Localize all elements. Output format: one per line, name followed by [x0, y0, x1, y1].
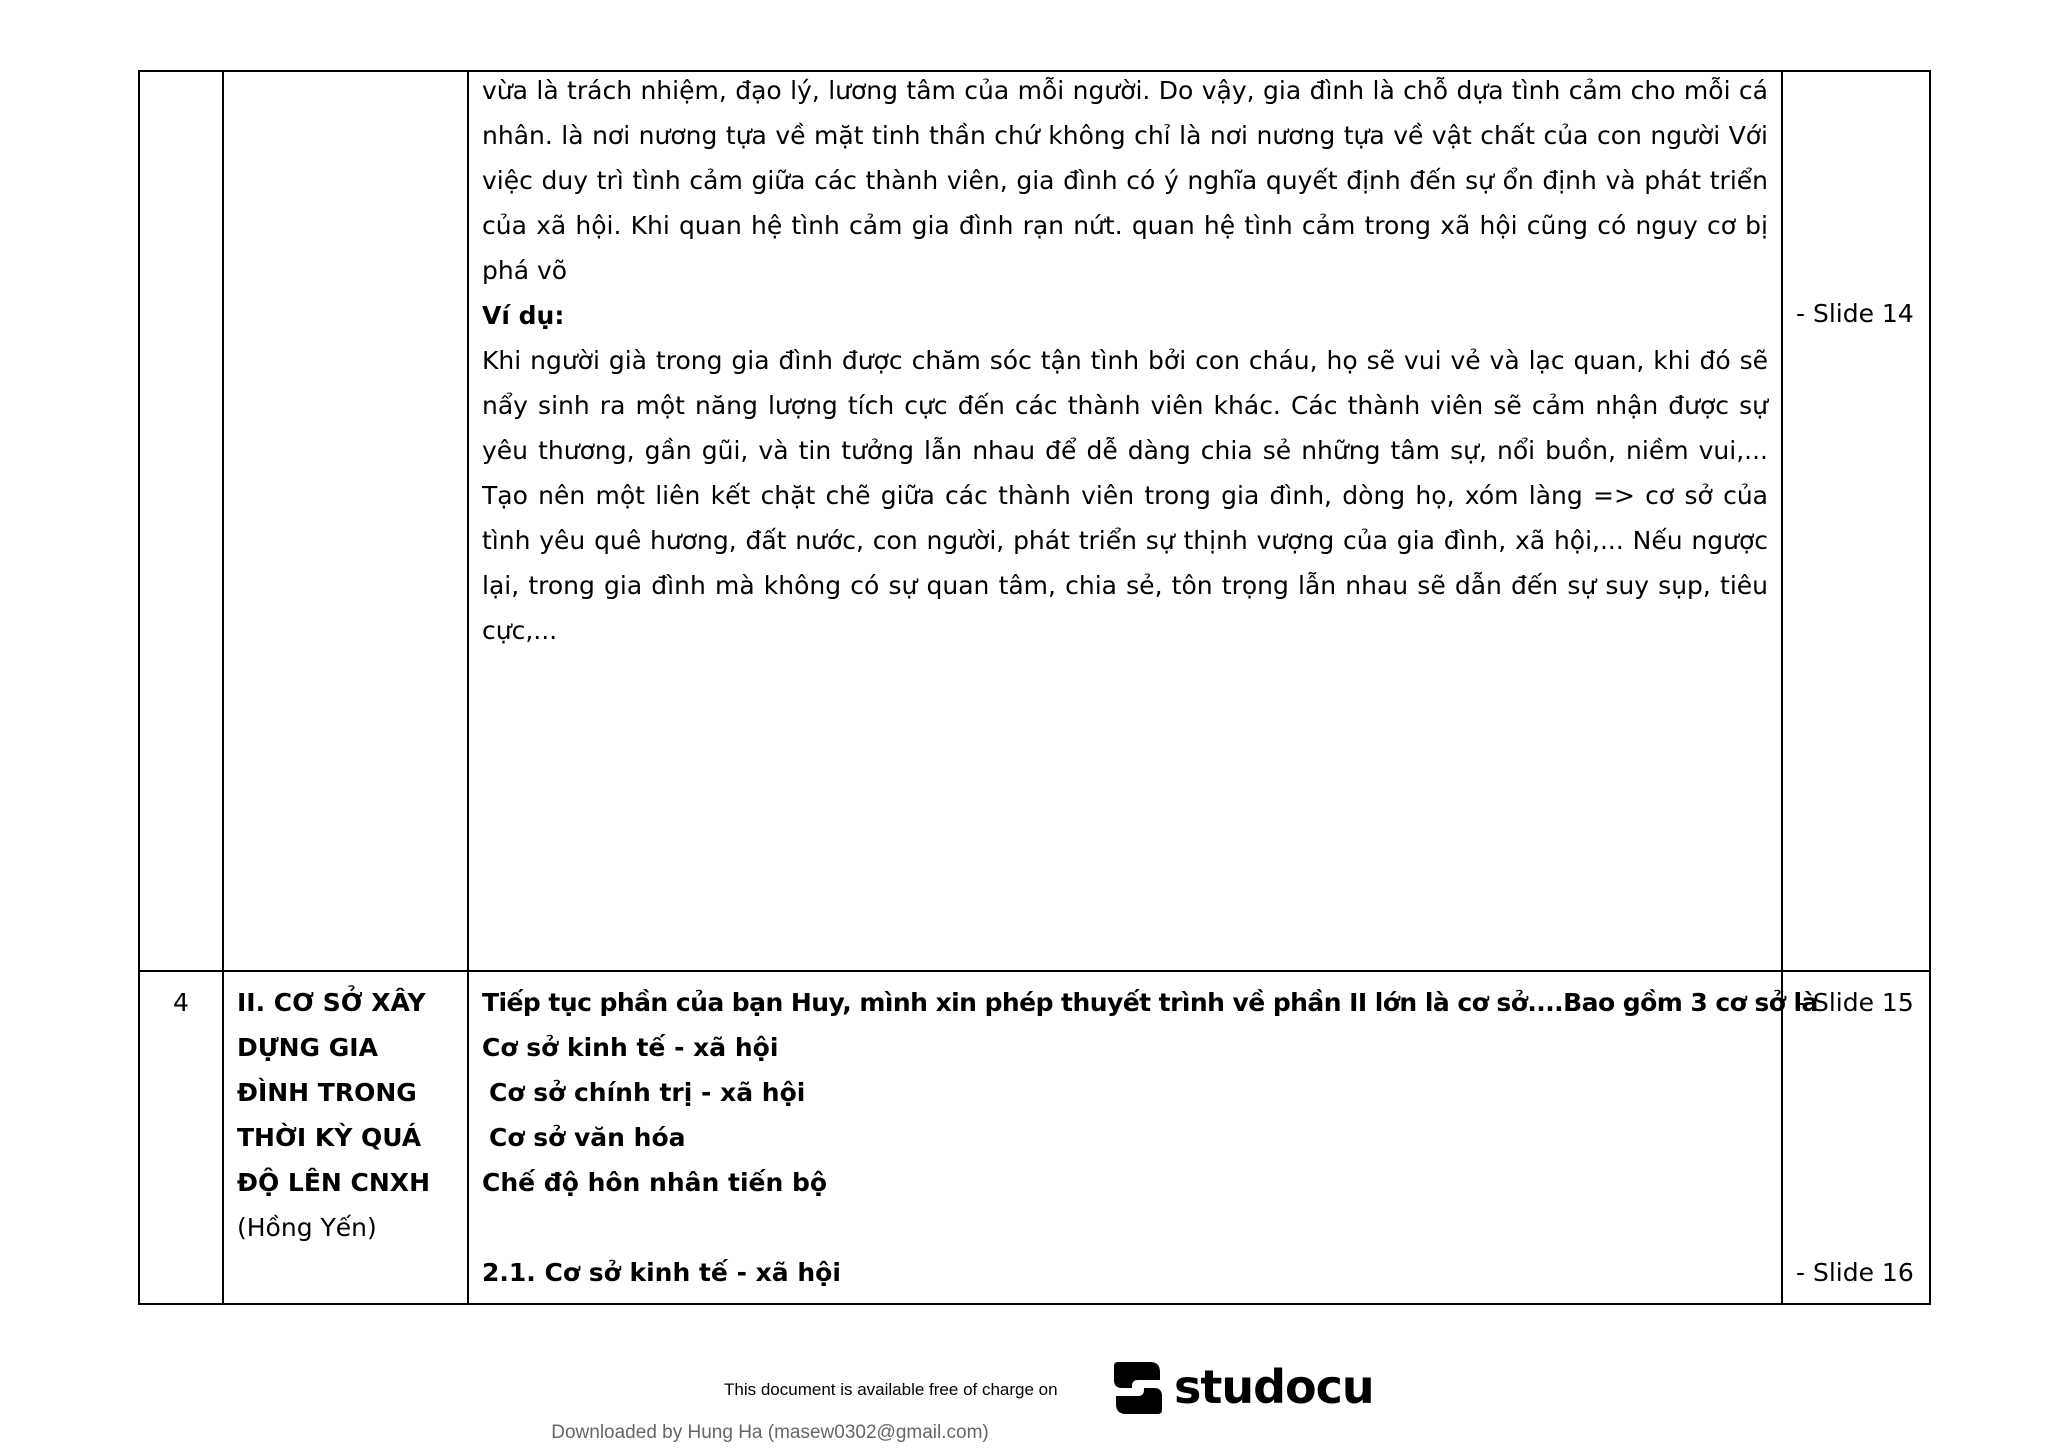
- row-title: [224, 72, 467, 88]
- studocu-logo-icon: [1108, 1358, 1168, 1418]
- slide-reference: - Slide 15: [1796, 988, 1914, 1017]
- row-content-cell: [468, 71, 1782, 971]
- section-title: II. CƠ SỞ XÂY DỰNG GIA ĐÌNH TRONG THỜI KỲ QUÁ ĐỘ LÊN CNXH: [237, 988, 431, 1197]
- example-text: Khi người già trong gia đình được chăm sóc tận tình bởi con cháu, họ sẽ vui vẻ và lạc quan, khi đó sẽ nẩy sinh ra một năng lượng tích cực đến các thành viên khác. Các thành viên sẽ cảm nhận được sự yêu thương, gần gũi, và tin tưởng lẫn nhau để dễ dàng chia sẻ những tâm sự, nổi buồn, niềm vui,... Tạo nên một liên kết chặt chẽ giữa các thành viên trong gia đình, dòng họ, xóm làng => cơ sở của tình yêu quê hương, đất nước, con người, phát triển sự thịnh vượng của gia đình, xã hội,... Nếu ngược lại, trong gia đình mà không có sự quan tâm, chia sẻ, tôn trọng lẫn nhau sẽ dẫn đến sự suy sụp, tiêu cực,...: [482, 346, 1768, 645]
- slide-cell: [1782, 71, 1930, 971]
- row-number-cell: [139, 971, 223, 1304]
- section-author: (Hồng Yến): [237, 1213, 377, 1242]
- downloaded-by-text: Downloaded by Hung Ha (masew0302@gmail.com): [551, 1422, 989, 1443]
- slide-reference: - Slide 16: [1796, 1258, 1914, 1287]
- subsection-heading: 2.1. Cơ sở kinh tế - xã hội: [482, 1258, 841, 1287]
- slide-cell: [1782, 971, 1930, 1304]
- document-table: [138, 70, 1931, 1305]
- table-row: [139, 71, 1930, 971]
- slide-reference: - Slide 14: [1796, 299, 1914, 328]
- section-intro: Tiếp tục phần của bạn Huy, mình xin phép thuyết trình về phần II lớn là cơ sở....Bao gồm 3 cơ sở là: [482, 988, 1818, 1017]
- row-number-cell: [139, 71, 223, 971]
- table-row: [139, 971, 1930, 1304]
- row-content-cell: [468, 971, 1818, 1304]
- row-title-cell: [223, 71, 468, 971]
- page-footer: [0, 1358, 2048, 1443]
- availability-notice: This document is available free of charge on: [724, 1380, 1058, 1399]
- list-item: Cơ sở văn hóa: [489, 1123, 686, 1152]
- content-paragraph: vừa là trách nhiệm, đạo lý, lương tâm của mỗi người. Do vậy, gia đình là chỗ dựa tình cảm cho mỗi cá nhân. là nơi nương tựa về mặt tinh thần chứ không chỉ là nơi nương tựa về vật chất của con người Với việc duy trì tình cảm giữa các thành viên, gia đình có ý nghĩa quyết định đến sự ổn định và phát triển của xã hội. Khi quan hệ tình cảm gia đình rạn nứt. quan hệ tình cảm trong xã hội cũng có nguy cơ bị phá võ: [482, 76, 1768, 285]
- row-number: 4: [173, 988, 189, 1017]
- studocu-brand[interactable]: studocu: [1174, 1360, 1374, 1414]
- list-item: Chế độ hôn nhân tiến bộ: [482, 1168, 828, 1197]
- list-item: Cơ sở chính trị - xã hội: [489, 1078, 806, 1107]
- list-item: Cơ sở kinh tế - xã hội: [482, 1033, 779, 1062]
- row-title-cell: [223, 971, 468, 1304]
- row-number: [140, 72, 222, 80]
- example-heading: Ví dụ:: [482, 301, 565, 330]
